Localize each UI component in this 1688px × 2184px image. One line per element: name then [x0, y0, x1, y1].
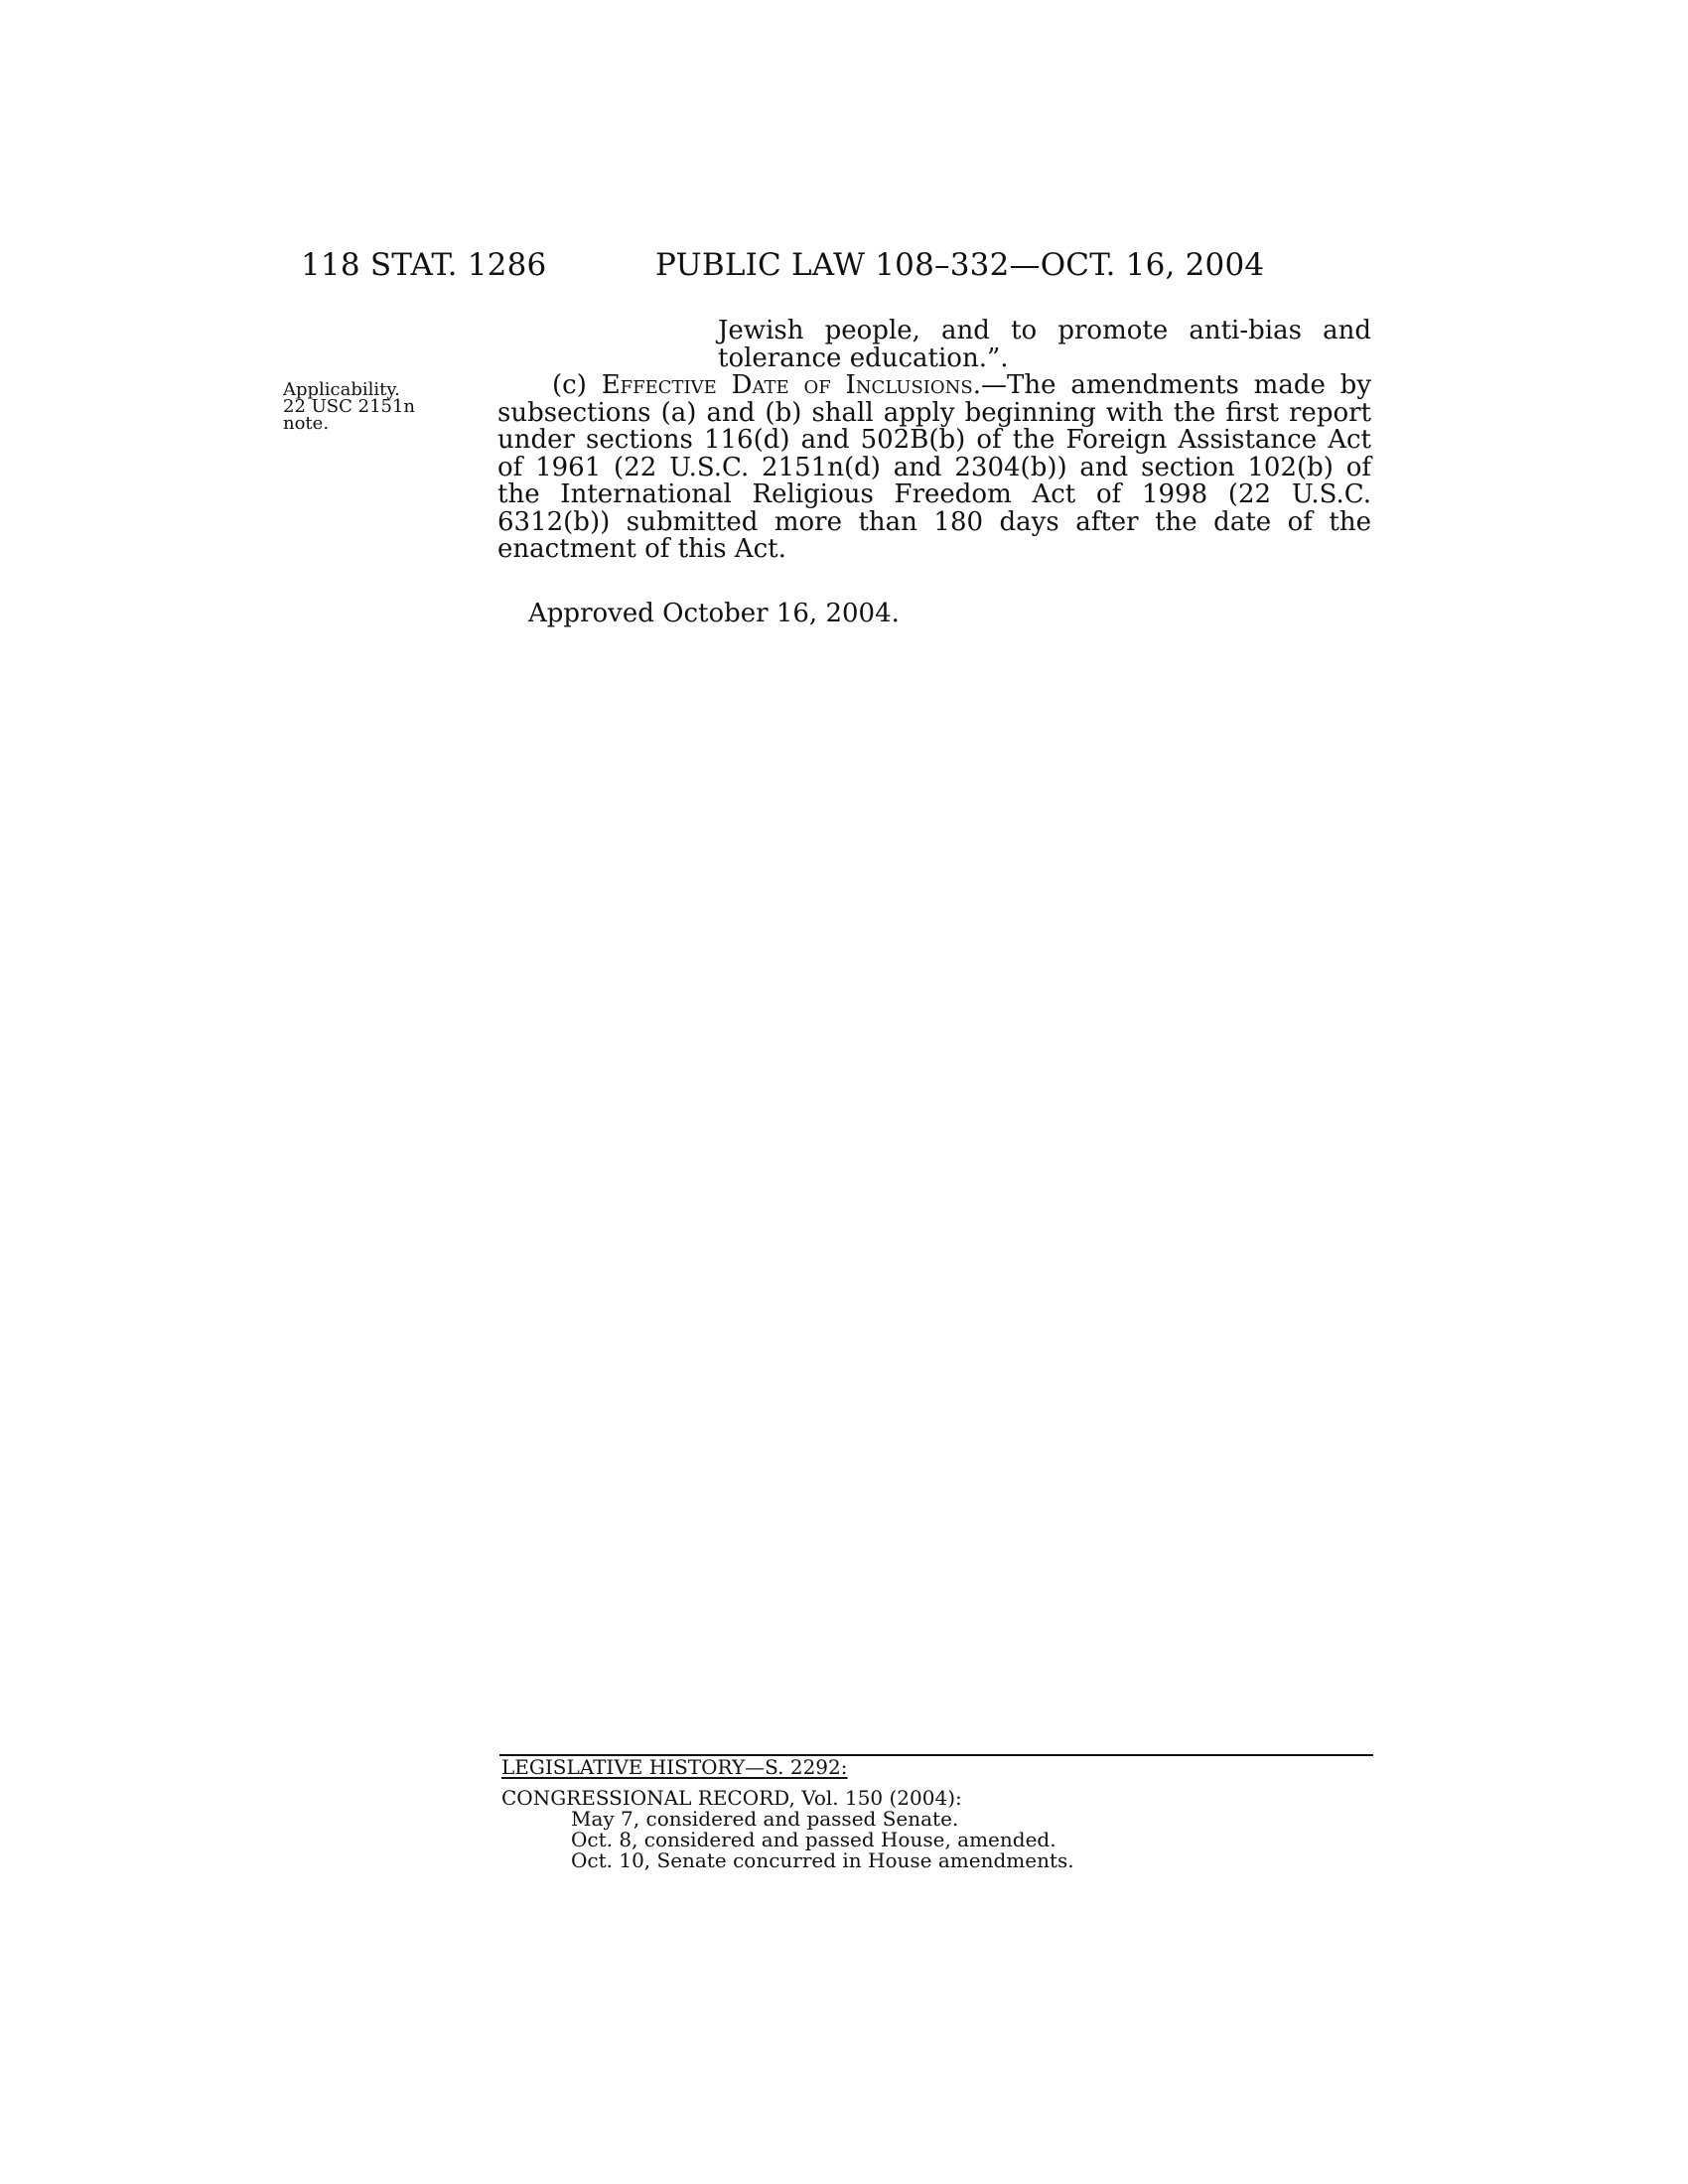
paragraph-heading-tail: .— [972, 370, 1008, 400]
history-entry: May 7, considered and passed Senate. [571, 1807, 959, 1831]
body-text [497, 318, 1371, 564]
paragraph-marker: (c) [552, 370, 602, 400]
law-title: PUBLIC LAW 108–332—OCT. 16, 2004 [655, 247, 1265, 283]
congressional-record: CONGRESSIONAL RECORD, Vol. 150 (2004): [501, 1786, 962, 1810]
margin-note [283, 381, 462, 432]
paragraph-heading: Effective Date of Inclusions [601, 370, 973, 400]
history-entry: Oct. 8, considered and passed House, amended. [571, 1828, 1056, 1851]
history-entries [501, 1809, 1375, 1871]
margin-note-line: 22 USC 2151n [283, 396, 416, 417]
quote-continuation: Jewish people, and to promote anti-bias and tolerance education.”. [718, 316, 1371, 373]
stat-page-number: 118 STAT. 1286 [301, 247, 547, 283]
approval-date: Approved October 16, 2004. [528, 599, 900, 628]
paragraph-c [497, 372, 1371, 564]
paragraph-text: The amendments made by subsections (a) and (b) shall apply beginning with the first report under sections 116(d) and 502B(b) of the Foreign Assistance Act of 1961 (22 U.S.C. 2151n(d) and 2304(b)) and section 102(b) of the International Religious Freedom Act of 1998 (22 U.S.C. 6312(b)) submitted more than 180 days after the date of the enactment of this Act. [497, 370, 1372, 564]
margin-note-line: note. [283, 413, 330, 434]
legislative-history-title: LEGISLATIVE HISTORY—S. 2292: [501, 1755, 848, 1779]
history-entry: Oct. 10, Senate concurred in House amendments. [571, 1848, 1074, 1872]
margin-note-line: Applicability. [283, 379, 400, 400]
legislative-history [501, 1757, 1375, 1871]
